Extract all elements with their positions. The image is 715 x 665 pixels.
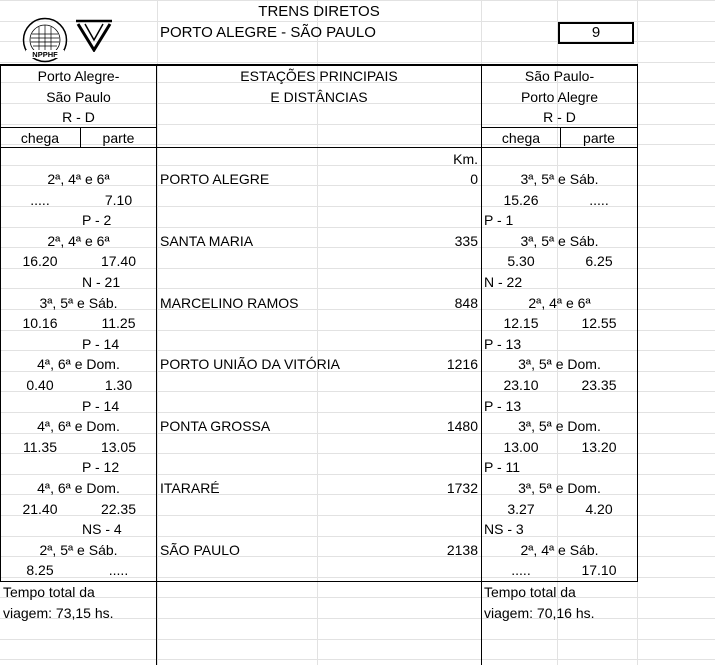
left-depart-time: ..... [108, 562, 129, 578]
right-arrive-time: ..... [511, 562, 531, 578]
left-train-code: N - 21 [82, 274, 121, 290]
right-depart-time: 6.25 [585, 253, 613, 269]
right-days: 3ª, 5ª e Dom. [518, 356, 601, 372]
right-days: 2ª, 4ª e Sáb. [520, 542, 599, 558]
gridline-horizontal [0, 597, 715, 598]
station-km: 1216 [446, 356, 478, 372]
left-arrive-time: ..... [30, 192, 50, 208]
right-train-code: N - 22 [484, 274, 523, 290]
document-title: TRENS DIRETOS [258, 3, 380, 20]
station-name: ITARARÉ [160, 480, 220, 496]
left-train-code: P - 12 [82, 459, 120, 475]
right-depart-time: 17.10 [581, 562, 617, 578]
right-depart-time: 12.55 [581, 315, 617, 331]
left-days: 4ª, 6ª e Dom. [37, 356, 120, 372]
left-total-time-2: viagem: 73,15 hs. [3, 605, 114, 621]
left-arrive-time: 21.40 [22, 501, 58, 517]
right-depart-header: parte [583, 130, 615, 146]
nppHF-logo [22, 17, 68, 63]
right-arrive-time: 15.26 [503, 192, 539, 208]
right-arrive-time: 13.00 [503, 439, 539, 455]
right-border [637, 64, 638, 582]
rffsa-logo [74, 18, 114, 52]
gridline-horizontal [0, 62, 715, 63]
left-depart-header: parte [102, 130, 135, 146]
left-depart-time: 11.25 [101, 315, 136, 331]
gridline-horizontal [0, 639, 715, 640]
route-title: PORTO ALEGRE - SÃO PAULO [160, 24, 376, 41]
page-number-box: 9 [558, 22, 634, 44]
left-arrive-time: 16.20 [22, 253, 58, 269]
station-name: SÃO PAULO [160, 542, 240, 558]
right-train-code: NS - 3 [484, 521, 524, 537]
left-days: 2ª, 4ª e 6ª [47, 233, 110, 249]
right-col-title-1: São Paulo- [524, 68, 595, 84]
station-km: 335 [454, 233, 478, 249]
left-arrive-time: 11.35 [23, 439, 57, 455]
left-arrive-time: 10.16 [22, 315, 58, 331]
right-total-time-1: Tempo total da [484, 584, 576, 600]
right-col-title-3: R - D [543, 109, 576, 125]
right-train-code: P - 11 [484, 459, 521, 475]
left-depart-time: 1.30 [104, 377, 133, 393]
station-name: PORTO ALEGRE [160, 171, 270, 187]
gridline-horizontal [0, 659, 715, 660]
right-depart-time: 13.20 [581, 439, 617, 455]
right-total-time-2: viagem: 70,16 hs. [484, 605, 595, 621]
left-days: 2ª, 4ª e 6ª [47, 171, 110, 187]
center-col-title-1: ESTAÇÕES PRINCIPAIS [240, 68, 398, 84]
station-name: PONTA GROSSA [160, 418, 271, 434]
station-km: 2138 [446, 542, 478, 558]
station-km: 1732 [446, 480, 478, 496]
right-arrive-time: 3.27 [507, 501, 535, 517]
right-arrive-header: chega [501, 130, 541, 146]
right-days: 3ª, 5ª e Dom. [518, 418, 601, 434]
left-depart-time: 17.40 [100, 253, 137, 269]
right-depart-time: 4.20 [585, 501, 613, 517]
center-col-title-2: E DISTÂNCIAS [270, 89, 368, 105]
left-train-code: P - 2 [82, 212, 112, 228]
right-days: 3ª, 5ª e Dom. [518, 480, 601, 496]
right-days: 2ª, 4ª e 6ª [528, 295, 591, 311]
right-train-code: P - 13 [484, 336, 522, 352]
left-train-code: P - 14 [82, 336, 120, 352]
right-days: 3ª, 5ª e Sáb. [520, 171, 599, 187]
svg-text:NPPHF: NPPHF [32, 50, 58, 59]
left-col-title-2: São Paulo [46, 89, 111, 105]
left-train-code: P - 14 [82, 398, 120, 414]
left-col-title-1: Porto Alegre- [37, 68, 120, 84]
right-arrive-time: 5.30 [507, 253, 535, 269]
right-col-title-2: Porto Alegre [520, 89, 599, 105]
right-arrive-time: 23.10 [503, 377, 539, 393]
left-arrive-time: 0.40 [26, 377, 54, 393]
left-days: 4ª, 6ª e Dom. [37, 418, 120, 434]
left-arrive-time: 8.25 [26, 562, 54, 578]
right-train-code: P - 13 [484, 398, 522, 414]
left-arrive-header: chega [20, 130, 60, 146]
gridline-horizontal [0, 0, 715, 1]
left-depart-time: 13.05 [100, 439, 137, 455]
station-km: 1480 [446, 418, 478, 434]
left-days: 3ª, 5ª e Sáb. [39, 295, 118, 311]
right-days: 3ª, 5ª e Sáb. [520, 233, 599, 249]
station-name: PORTO UNIÃO DA VITÓRIA [160, 356, 340, 372]
left-days: 2ª, 5ª e Sáb. [39, 542, 118, 558]
gridline-horizontal [0, 165, 715, 166]
station-km: 0 [470, 171, 478, 187]
right-train-code: P - 1 [484, 212, 514, 228]
station-name: MARCELINO RAMOS [160, 295, 299, 311]
left-train-code: NS - 4 [82, 521, 122, 537]
left-depart-time: 22.35 [100, 501, 137, 517]
left-total-time-1: Tempo total da [3, 584, 95, 600]
km-header: Km. [453, 151, 478, 167]
station-km: 848 [454, 295, 478, 311]
station-name: SANTA MARIA [160, 233, 254, 249]
left-days: 4ª, 6ª e Dom. [37, 480, 120, 496]
left-depart-time: 7.10 [104, 192, 133, 208]
right-depart-time: ..... [589, 192, 609, 208]
left-col-title-3: R - D [62, 109, 95, 125]
right-depart-time: 23.35 [581, 377, 617, 393]
right-arrive-time: 12.15 [503, 315, 539, 331]
